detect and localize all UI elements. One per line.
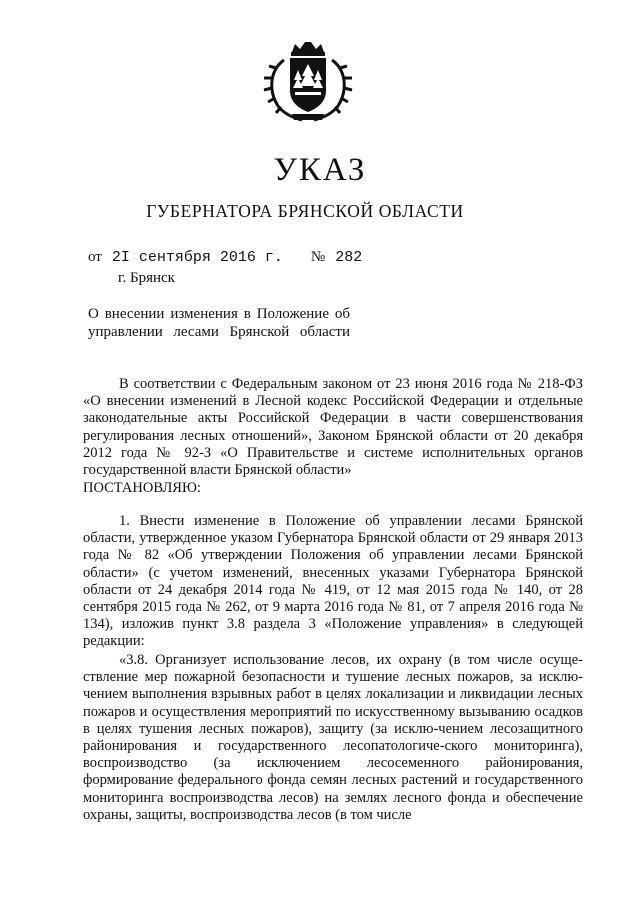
document-title: УКАЗ <box>273 152 367 188</box>
item-1-paragraph: 1. Внести изменение в Положение об управлении лесами Брянской области, утвержденное указом Губернатора Брянской области от 29 января 2013 года № 82 «Об утверждении Положения об управлении лесами Брянской области» (с учетом изменений, внесенных указами Губернатора Брянской области от 24 декабря 2014 года № 419, от 12 мая 2015 года № 140, от 28 сентября 2015 года № 262, от 9 марта 2016 года № 81, от 7 апреля 2016 года № 134), изложив пункт 3.8 раздела 3 «Положение управления» в следующей редакции: <box>83 513 583 650</box>
document-issuer: ГУБЕРНАТОРА БРЯНСКОЙ ОБЛАСТИ <box>146 201 464 221</box>
document-number: 282 <box>335 249 363 266</box>
document-date: 2I сентября 2016 г. <box>111 249 283 266</box>
document-city: г. Брянск <box>118 270 175 286</box>
item-1-quote-paragraph: «3.8. Организует использование лесов, их охрану (в том числе осуще-ствление мер пожарной безопасности и тушение лесных пожаров, за исклю-чением выполнения взрывных работ в целях локализации и ликвидации лесных пожаров и осуществления мероприятий по искусственному вызыванию осадков в целях тушения лесных пожаров), защиту (за исклю-чением лесозащитного районирования и государственного лесопатологиче-ского мониторинга), воспроизводство (за исключением лесосеменного районирования, формирование федерального фонда семян лесных растений и государственного мониторинга воспроизводства лесов) на землях лесного фонда и обеспечение охраны, защиты, воспроизводства лесов (в том числе <box>83 652 583 823</box>
coat-of-arms-icon <box>262 42 354 124</box>
preamble-paragraph: В соответствии с Федеральным законом от 23 июня 2016 года № 218-ФЗ «О внесении изменений в Лесной кодекс Российской Федерации и отдельные законодательные акты Российской Федерации в части совершенствования регулирования лесных отношений», Законом Брянской области от 20 декабря 2012 года № 92-З «О Правительстве и системе исполнительных органов государственной власти Брянской области» <box>83 376 583 479</box>
decree-word: ПОСТАНОВЛЯЮ: <box>83 480 201 496</box>
document-subject: О внесении изменения в Положение об управлении лесами Брянской области <box>88 306 350 340</box>
date-line <box>88 249 362 266</box>
date-prefix: от <box>88 249 102 265</box>
number-sign: № <box>310 249 326 265</box>
